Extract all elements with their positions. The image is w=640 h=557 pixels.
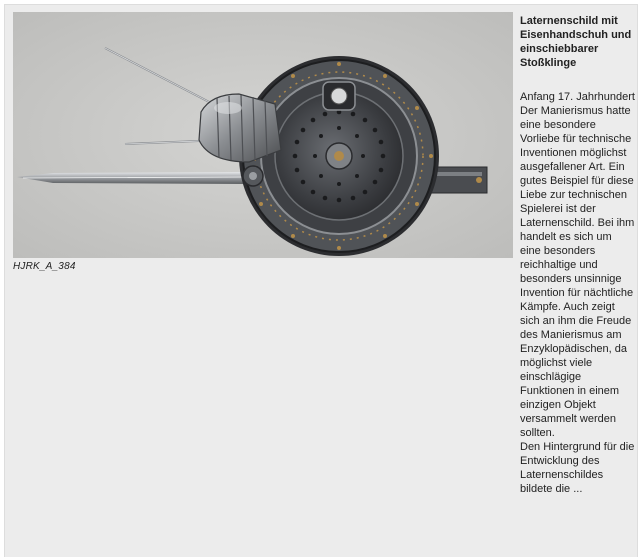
image-caption: HJRK_A_384 <box>13 261 76 272</box>
artwork-description: Anfang 17. Jahrhundert Der Manierismus hatte eine besondere Vorliebe für technische Inventionen möglichst ausgefallener Art. Ein gutes Beispiel für diese Liebe zur technischen Spielerei ist der Laternenschild. Bei ihm handelt es sich um eine besonders reichhaltige und besonders unsinnige Invention für nächtliche Kämpfe. Auch zeigt sich an ihm die Freude des Manierismus am Enzyklopädischen, da möglichst viele einschlägige Funktionen in einem einzigen Objekt versammelt werden sollten. Den Hintergrund für die Entwicklung des Laternenschildes bildete die ... <box>520 91 635 495</box>
description-column <box>520 14 635 496</box>
artwork-title: Laternenschild mit Eisenhandschuh und einschiebbarer Stoßklinge <box>520 15 632 69</box>
content-frame <box>4 4 638 557</box>
artwork-photo <box>13 12 513 258</box>
